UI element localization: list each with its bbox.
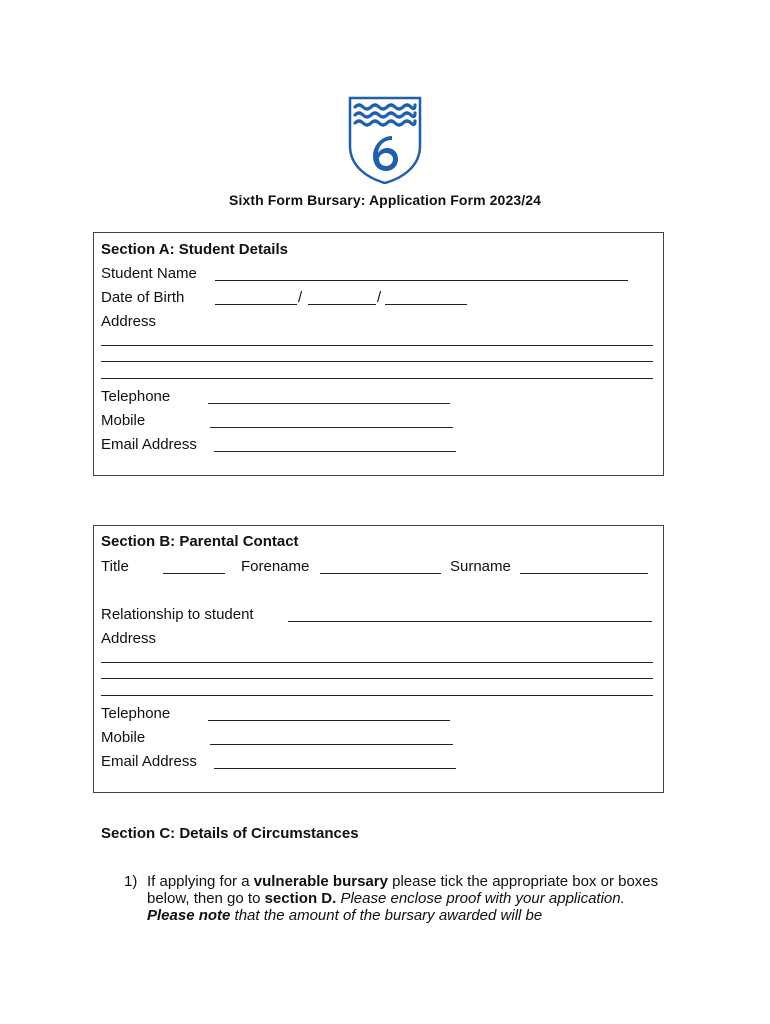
paragraph-bold-italic-text: Please note: [147, 907, 231, 924]
relationship-label: Relationship to student: [101, 606, 254, 623]
surname-field[interactable]: [520, 573, 648, 574]
paragraph-bold-text: section D.: [264, 890, 337, 907]
school-crest-logo: [348, 96, 422, 184]
email-field[interactable]: [214, 451, 456, 452]
mobile-label: Mobile: [101, 412, 146, 429]
dob-month-field[interactable]: [308, 304, 376, 305]
parent-address-label: Address: [101, 630, 157, 647]
parent-email-field[interactable]: [214, 768, 456, 769]
parent-mobile-field[interactable]: [210, 744, 453, 745]
telephone-field[interactable]: [208, 403, 450, 404]
section-c-heading: Section C: Details of Circumstances: [101, 825, 359, 842]
section-b-heading: Section B: Parental Contact: [101, 533, 299, 550]
parent-address-line-field[interactable]: [101, 662, 653, 663]
parent-telephone-field[interactable]: [208, 720, 450, 721]
parent-address-line-field[interactable]: [101, 678, 653, 679]
relationship-field[interactable]: [288, 621, 652, 622]
circumstances-paragraph: [147, 873, 667, 924]
form-title: Sixth Form Bursary: Application Form 2023/24: [229, 192, 541, 208]
section-a-heading: Section A: Student Details: [101, 241, 288, 258]
address-line-field[interactable]: [101, 345, 653, 346]
paragraph-italic-text: Please enclose proof with your application.: [336, 890, 625, 907]
address-line-field[interactable]: [101, 361, 653, 362]
forename-field[interactable]: [320, 573, 441, 574]
address-label: Address: [101, 313, 157, 330]
dob-year-field[interactable]: [385, 304, 467, 305]
surname-label: Surname: [450, 558, 511, 575]
email-label: Email Address: [101, 436, 197, 453]
student-name-label: Student Name: [101, 265, 197, 282]
paragraph-text: If applying for a: [147, 873, 254, 890]
telephone-label: Telephone: [101, 388, 171, 405]
dob-label: Date of Birth: [101, 289, 185, 306]
paragraph-italic-text: that the amount of the bursary awarded will be: [230, 907, 543, 924]
dob-separator: /: [377, 289, 382, 306]
paragraph-text: please tick the appropriate box or boxes below, then go to: [147, 873, 659, 907]
forename-label: Forename: [241, 558, 310, 575]
parent-email-label: Email Address: [101, 753, 197, 770]
parent-title-field[interactable]: [163, 573, 225, 574]
address-line-field[interactable]: [101, 378, 653, 379]
parent-telephone-label: Telephone: [101, 705, 171, 722]
student-name-field[interactable]: [215, 280, 628, 281]
parent-address-line-field[interactable]: [101, 695, 653, 696]
item-number: 1): [124, 873, 138, 890]
dob-separator: /: [298, 289, 303, 306]
dob-day-field[interactable]: [215, 304, 297, 305]
parent-mobile-label: Mobile: [101, 729, 146, 746]
parent-title-label: Title: [101, 558, 129, 575]
paragraph-bold-text: vulnerable bursary: [253, 873, 388, 890]
mobile-field[interactable]: [210, 427, 453, 428]
